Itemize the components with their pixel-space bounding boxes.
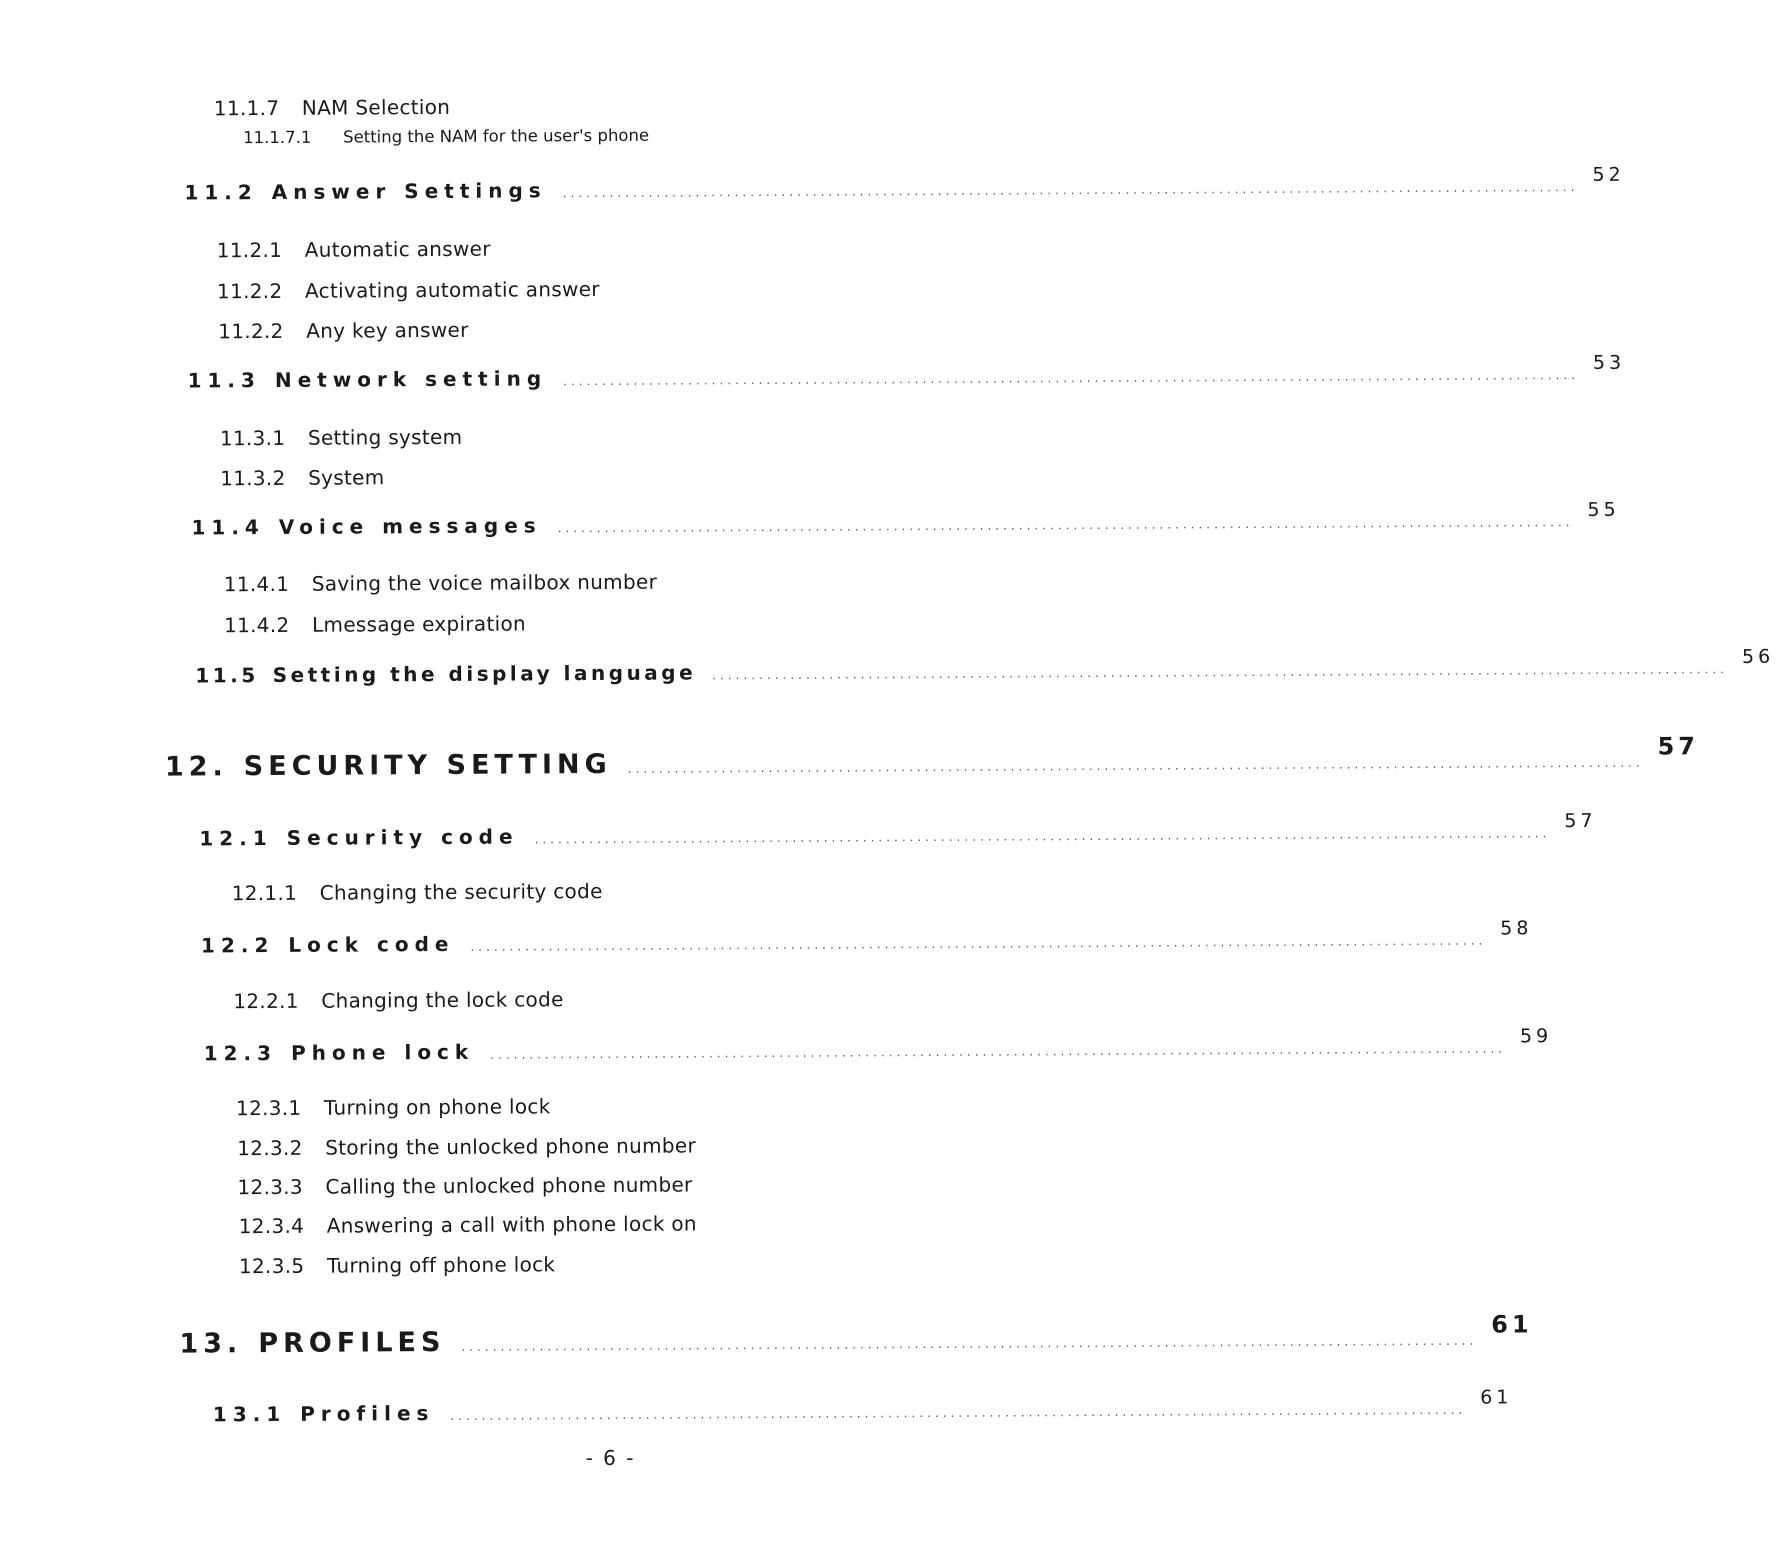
entry-number: 12.3.3	[237, 1174, 303, 1200]
dot-leader: ..................................................................................................................................	[534, 826, 1551, 847]
entry-title: Lmessage expiration	[311, 611, 527, 637]
section-number: 13.1	[212, 1401, 287, 1427]
section-title: Network setting	[274, 366, 548, 392]
entry-number: 11.2.2	[218, 318, 284, 344]
chapter-number: 13.	[179, 1328, 243, 1360]
toc-section-11-2[interactable]	[184, 163, 1625, 205]
entry-title: Answering a call with phone lock on	[326, 1211, 697, 1238]
page-number: 56	[1741, 645, 1775, 669]
toc-entry-12-3-1[interactable]	[236, 1094, 551, 1120]
page-number: 53	[1592, 351, 1626, 374]
toc-entry-11-2-2[interactable]	[217, 277, 600, 303]
toc-section-12-3[interactable]	[203, 1025, 1553, 1066]
toc-chapter-12[interactable]	[164, 732, 1700, 783]
entry-number: 11.4.1	[223, 571, 290, 597]
toc-entry-12-3-4[interactable]	[239, 1211, 697, 1238]
section-title: Phone lock	[290, 1039, 475, 1065]
section-title: Profiles	[300, 1401, 435, 1426]
toc-section-12-2[interactable]	[200, 917, 1533, 958]
entry-title: Saving the voice mailbox number	[311, 569, 658, 596]
toc-entry-11-2-2b[interactable]	[218, 318, 469, 344]
section-title: Setting the display language	[272, 660, 697, 687]
toc-entry-11-3-1[interactable]	[220, 425, 463, 450]
toc-entry-12-2-1[interactable]	[233, 987, 563, 1013]
page-number: 55	[1587, 498, 1620, 521]
dot-leader: ..................................................................................................................................	[470, 933, 1487, 954]
toc-entry-12-1-1[interactable]	[232, 879, 603, 905]
page-number: 61	[1491, 1310, 1533, 1339]
entry-title: Automatic answer	[304, 236, 491, 262]
section-number: 11.3	[187, 368, 261, 393]
toc-entry-11-2-1[interactable]	[217, 237, 491, 263]
toc-section-11-4[interactable]	[191, 498, 1620, 540]
entry-number: 11.3.1	[219, 425, 286, 451]
section-number: 12.2	[200, 932, 275, 958]
entry-number: 12.3.1	[235, 1095, 302, 1121]
entry-title: Activating automatic answer	[304, 276, 600, 303]
dot-leader: ..................................................................................................................................	[490, 1041, 1507, 1062]
entry-number: 12.3.5	[238, 1253, 305, 1279]
dot-leader: ..................................................................................................................................	[461, 1333, 1478, 1354]
toc-chapter-13[interactable]	[179, 1310, 1533, 1360]
entry-number: 11.3.2	[220, 465, 286, 491]
toc-entry-11-4-2[interactable]	[224, 611, 526, 637]
section-number: 11.4	[191, 515, 265, 540]
section-title: Answer Settings	[271, 178, 547, 204]
entry-title: Setting system	[307, 424, 463, 450]
entry-number: 11.4.2	[223, 612, 290, 638]
chapter-title: SECURITY SETTING	[243, 748, 612, 783]
entry-title: Changing the lock code	[321, 987, 564, 1013]
entry-title: System	[308, 465, 385, 490]
entry-number: 11.2.1	[216, 237, 283, 263]
toc-entry-11-1-7-1[interactable]	[243, 126, 649, 147]
entry-title: Turning on phone lock	[323, 1094, 551, 1120]
toc-section-13-1[interactable]	[212, 1386, 1513, 1427]
entry-title: Turning off phone lock	[326, 1252, 556, 1278]
page-number: 52	[1592, 163, 1625, 186]
toc-entry-12-3-2[interactable]	[237, 1133, 696, 1160]
entry-title: Any key answer	[306, 317, 469, 343]
page-number: 59	[1519, 1025, 1553, 1048]
section-number: 12.3	[203, 1040, 278, 1066]
entry-number: 11.1.7	[213, 95, 280, 121]
entry-number: 12.2.1	[233, 988, 299, 1014]
dot-leader: ..................................................................................................................................	[450, 1402, 1467, 1423]
section-number: 12.1	[199, 826, 273, 851]
toc-section-11-5[interactable]	[195, 645, 1775, 688]
dot-leader: ..................................................................................................................................	[557, 515, 1574, 536]
section-number: 11.5	[195, 663, 259, 688]
entry-title: Setting the NAM for the user's phone	[343, 125, 650, 147]
dot-leader: ..................................................................................................................................	[562, 180, 1579, 201]
page-number: 61	[1480, 1386, 1513, 1409]
chapter-number: 12.	[164, 751, 228, 783]
page-number: 57	[1657, 732, 1700, 761]
dot-leader: ..................................................................................................................................	[712, 662, 1729, 683]
entry-title: NAM Selection	[301, 94, 451, 120]
entry-title: Calling the unlocked phone number	[325, 1172, 693, 1199]
toc-entry-11-3-2[interactable]	[220, 465, 385, 490]
dot-leader: ..................................................................................................................................	[627, 755, 1644, 776]
section-number: 11.2	[184, 180, 258, 205]
entry-number: 11.2.2	[216, 278, 283, 304]
chapter-title: PROFILES	[258, 1326, 446, 1360]
section-title: Security code	[286, 824, 519, 850]
section-title: Lock code	[288, 931, 455, 957]
entry-number: 12.3.4	[238, 1213, 305, 1239]
entry-title: Storing the unlocked phone number	[325, 1133, 697, 1160]
toc-entry-11-1-7[interactable]	[214, 95, 450, 120]
dot-leader: ..................................................................................................................................	[563, 368, 1580, 389]
page-footer-number: - 6 -	[585, 1446, 636, 1470]
entry-number: 11.1.7.1	[243, 127, 312, 148]
page-number: 58	[1500, 917, 1533, 940]
section-title: Voice messages	[278, 513, 542, 539]
page-number: 57	[1564, 809, 1597, 833]
toc-entry-12-3-3[interactable]	[237, 1172, 692, 1199]
toc-entry-11-4-1[interactable]	[224, 570, 657, 597]
toc-section-12-1[interactable]	[199, 809, 1597, 851]
entry-title: Changing the security code	[319, 878, 603, 905]
entry-number: 12.1.1	[231, 880, 298, 906]
entry-number: 12.3.2	[237, 1135, 303, 1161]
toc-entry-12-3-5[interactable]	[239, 1252, 555, 1278]
toc-section-11-3[interactable]	[187, 351, 1626, 393]
